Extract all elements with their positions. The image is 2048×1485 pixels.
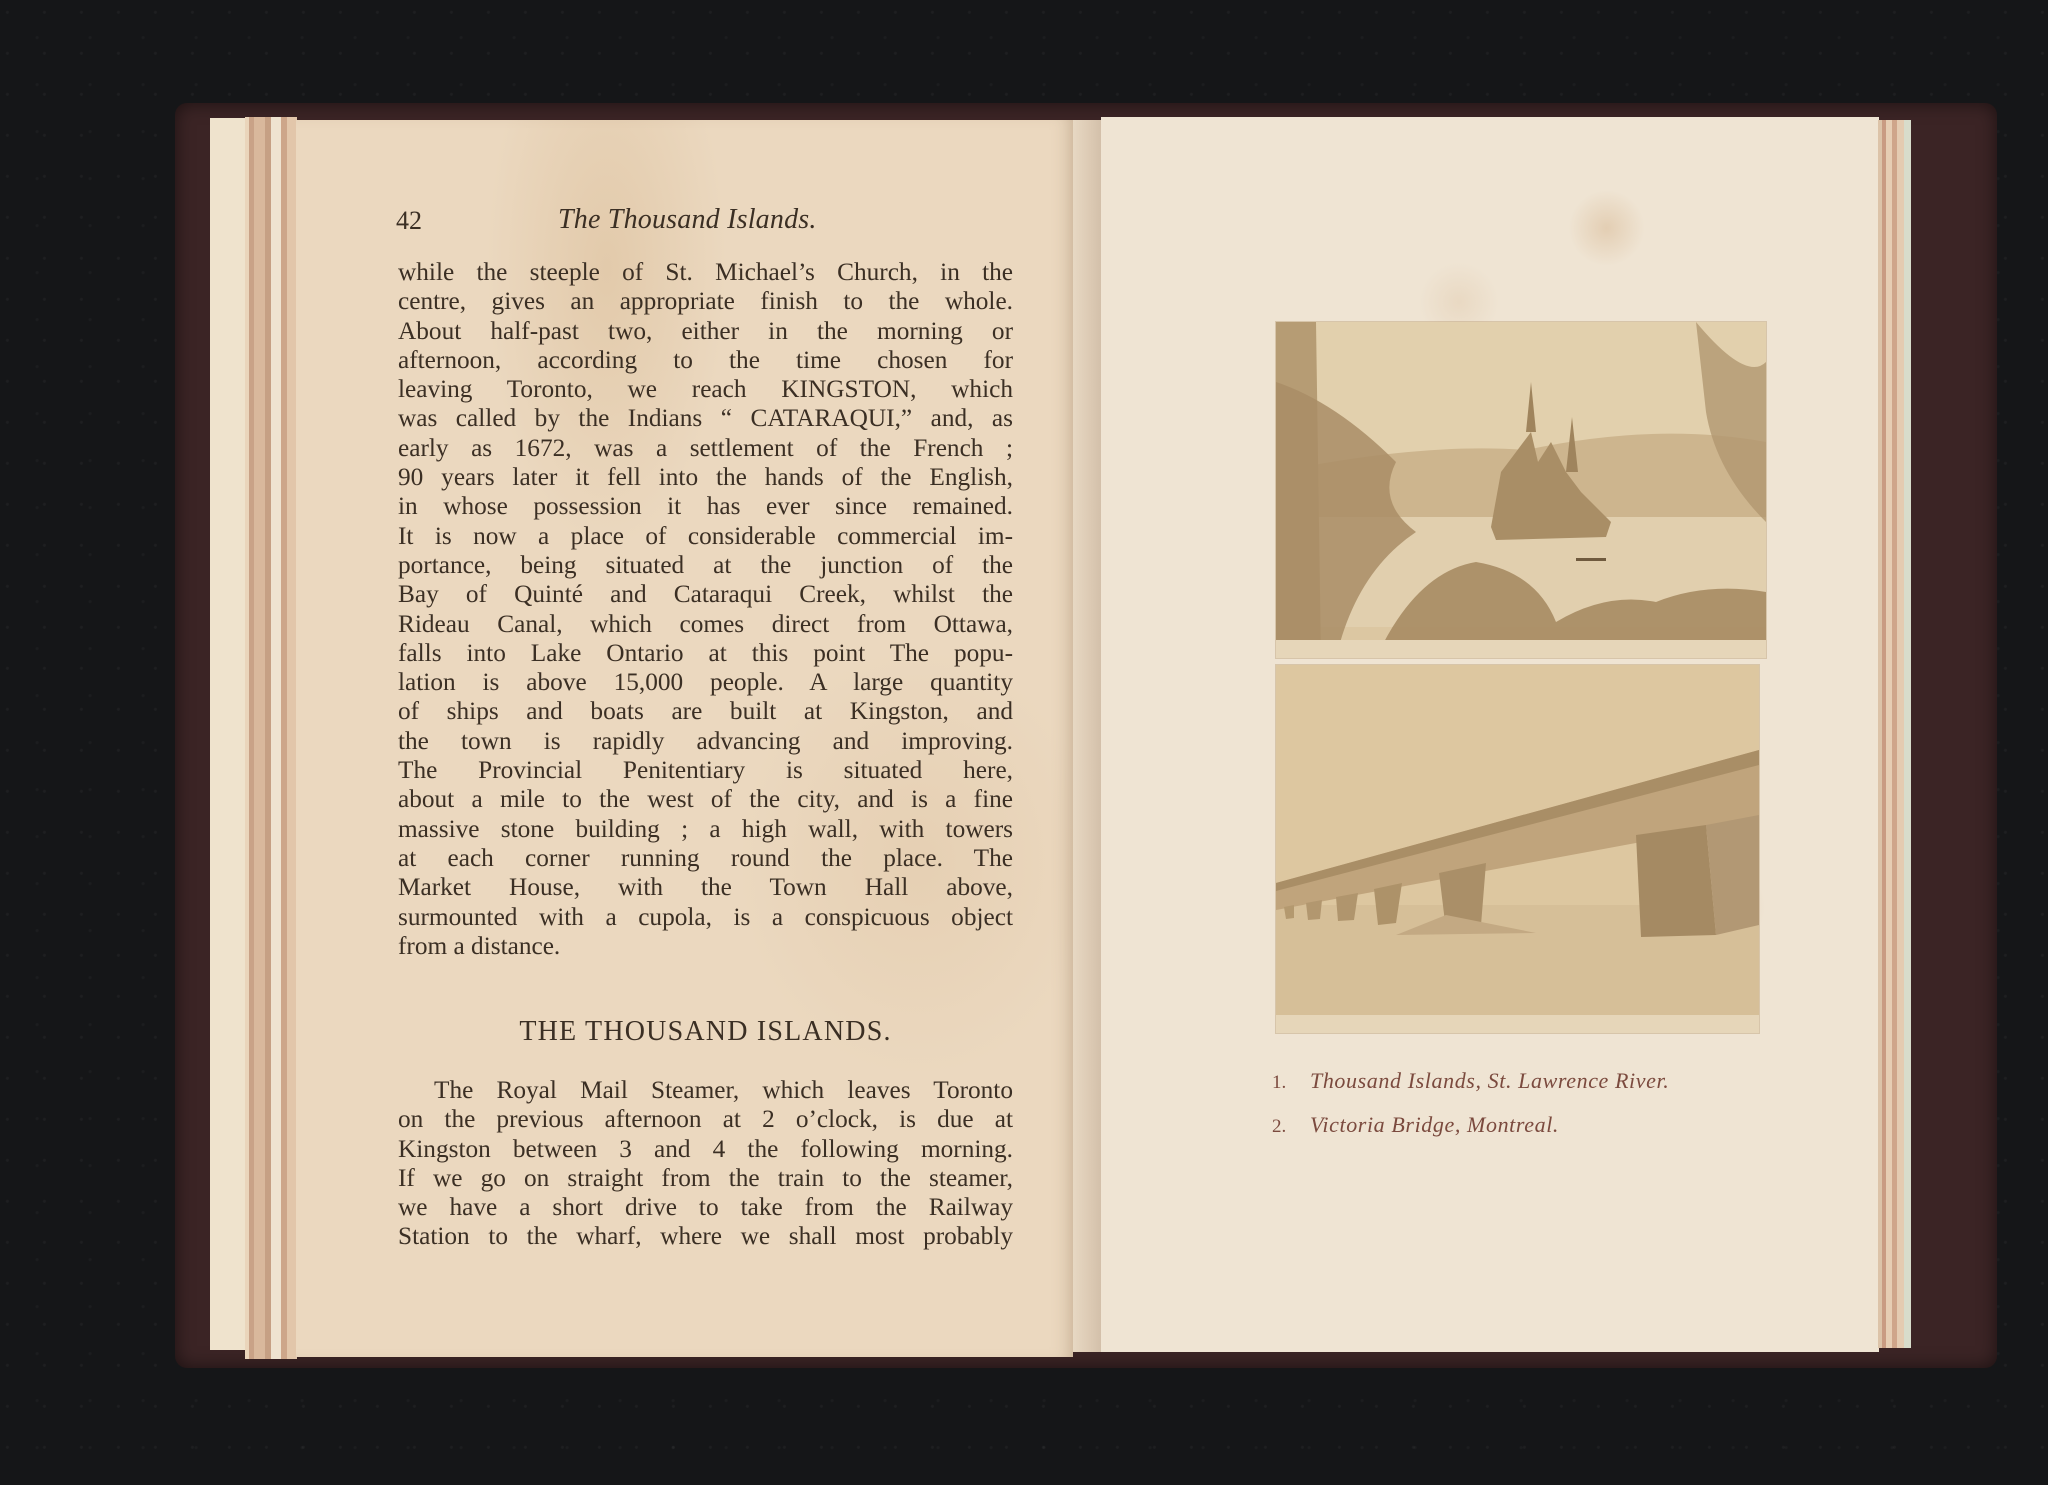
page-edges-right [1878, 120, 1911, 1348]
text-line: about a mile to the west of the city, and is a fine [398, 785, 1013, 814]
text-line: from a distance. [398, 931, 561, 960]
text-line: Bay of Quinté and Cataraqui Creek, whilst the [398, 580, 1013, 609]
text-line: afternoon, according to the time chosen for [398, 345, 1013, 374]
caption-number: 2. [1272, 1116, 1287, 1137]
endpaper-left [210, 118, 246, 1350]
text-line: leaving Toronto, we reach KINGSTON, which [398, 375, 1013, 404]
running-title: The Thousand Islands. [558, 204, 817, 235]
caption-number: 1. [1272, 1072, 1287, 1093]
text-line: falls into Lake Ontario at this point The popu- [398, 638, 1013, 667]
book-gutter [1073, 120, 1101, 1352]
section-heading: THE THOUSAND ISLANDS. [519, 1016, 892, 1047]
text-line: was called by the Indians “ CATARAQUI,” and, as [398, 404, 1013, 433]
text-line: The Royal Mail Steamer, which leaves Toronto [434, 1076, 1013, 1104]
text-line: while the steeple of St. Michael’s Church, in the [398, 258, 1013, 286]
photo-victoria-bridge [1276, 665, 1759, 1033]
paragraph-1 [398, 258, 1013, 961]
running-head [396, 200, 1026, 240]
text-line: at each corner running round the place. The [398, 843, 1013, 872]
text-line: Rideau Canal, which comes direct from Ottawa, [398, 609, 1013, 638]
text-line: surmounted with a cupola, is a conspicuous object [398, 902, 1013, 931]
text-line: massive stone building ; a high wall, with towers [398, 814, 1013, 843]
text-line: we have a short drive to take from the Railway [398, 1193, 1013, 1222]
caption-2 [1272, 1112, 1792, 1156]
photo-thousand-islands [1276, 322, 1766, 658]
photo-captions [1272, 1068, 1792, 1156]
text-line: About half-past two, either in the morning or [398, 316, 1013, 345]
paragraph-2 [398, 1076, 1013, 1252]
text-line: Kingston between 3 and 4 the following morning. [398, 1134, 1013, 1163]
text-line: It is now a place of considerable commercial im- [398, 521, 1013, 550]
text-line: the town is rapidly advancing and improving. [398, 726, 1013, 755]
bridge-image [1276, 665, 1759, 1033]
text-line: early as 1672, was a settlement of the French ; [398, 433, 1013, 462]
text-line: 90 years later it fell into the hands of the English, [398, 463, 1013, 492]
caption-text: Victoria Bridge, Montreal. [1310, 1112, 1560, 1137]
text-line: in whose possession it has ever since remained. [398, 492, 1013, 521]
text-line: Market House, with the Town Hall above, [398, 873, 1013, 902]
text-line: centre, gives an appropriate finish to the whole. [398, 287, 1013, 316]
caption-text: Thousand Islands, St. Lawrence River. [1310, 1068, 1670, 1093]
text-line: The Provincial Penitentiary is situated here, [398, 756, 1013, 785]
caption-1 [1272, 1068, 1792, 1112]
text-line: Station to the wharf, where we shall most probably [398, 1222, 1013, 1251]
text-line: of ships and boats are built at Kingston, and [398, 697, 1013, 726]
page-number: 42 [396, 206, 422, 235]
text-line: If we go on straight from the train to the steamer, [398, 1163, 1013, 1192]
text-line: portance, being situated at the junction of the [398, 550, 1013, 579]
text-line: on the previous afternoon at 2 o’clock, is due at [398, 1105, 1013, 1134]
island-landscape-image [1276, 322, 1766, 658]
text-line: lation is above 15,000 people. A large quantity [398, 668, 1013, 697]
page-edges-left [245, 117, 297, 1359]
